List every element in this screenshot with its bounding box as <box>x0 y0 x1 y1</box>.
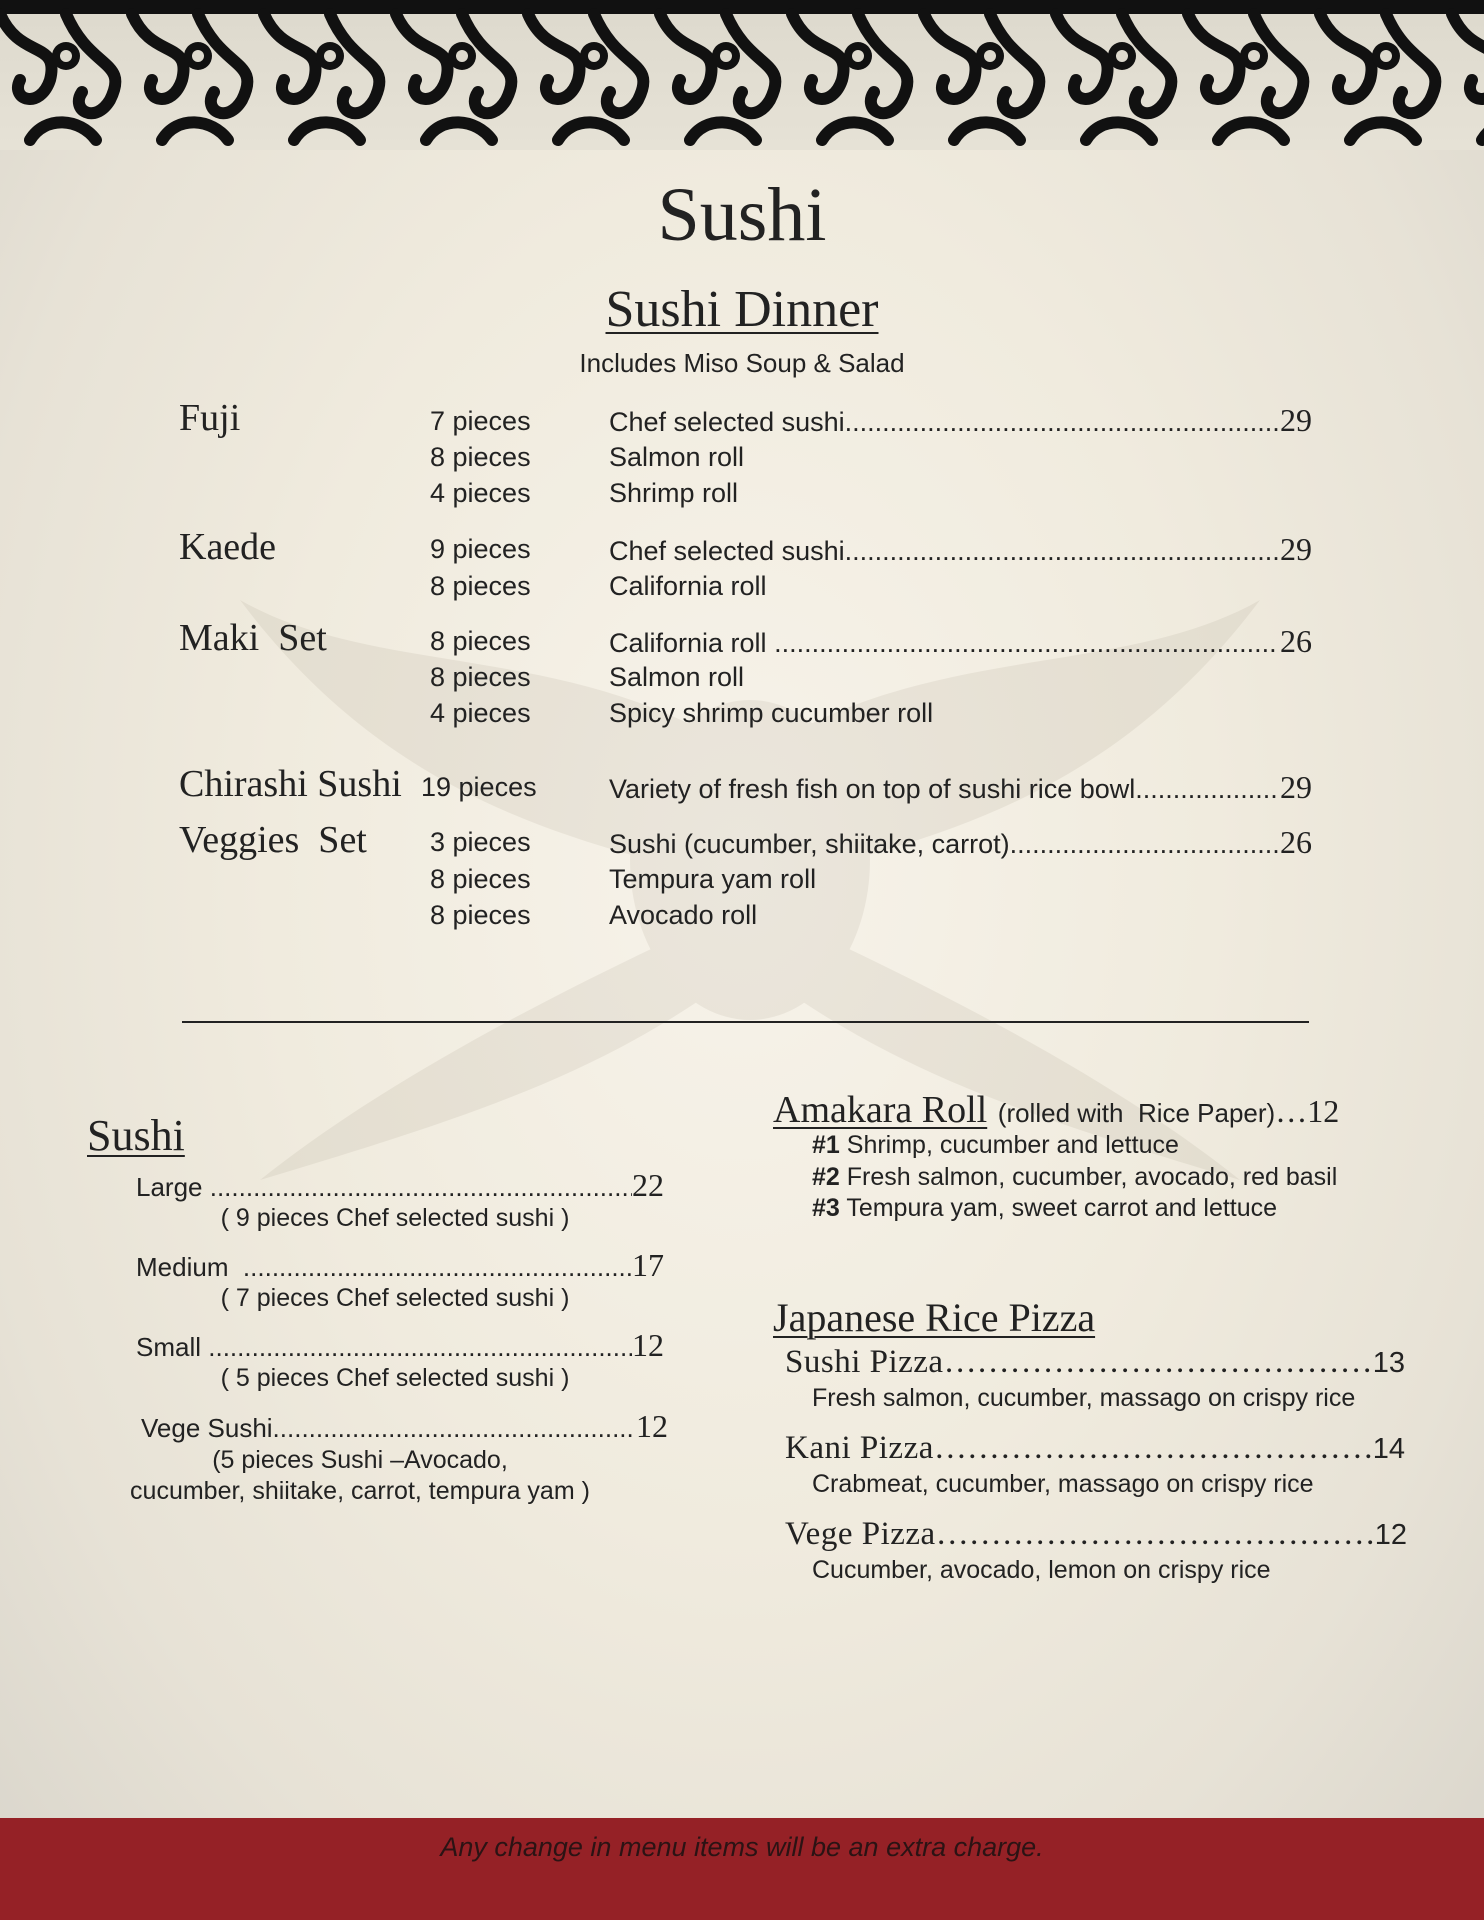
item-description: Chef selected sushi <box>609 407 845 437</box>
set-name: Fuji <box>179 397 241 439</box>
section-heading-pizza: Japanese Rice Pizza <box>773 1295 1096 1340</box>
item-note: cucumber, shiitake, carrot, tempura yam ) <box>130 1477 590 1505</box>
item-description: Salmon roll <box>609 662 745 692</box>
dot-leader <box>774 628 1278 659</box>
section-heading-sushi-dinner: Sushi Dinner <box>605 281 879 338</box>
item-price: 13 <box>1372 1347 1405 1379</box>
piece-count: 8 pieces <box>430 571 531 601</box>
item-description: Shrimp roll <box>609 478 739 508</box>
menu-item-small <box>136 1327 664 1364</box>
menu-line-with-price <box>609 531 1312 568</box>
item-description: Tempura yam roll <box>609 864 817 894</box>
roll-description: Fresh salmon, cucumber, avocado, red basil <box>846 1163 1338 1191</box>
piece-count: 8 pieces <box>430 662 531 692</box>
item-description: Chef selected sushi <box>609 536 845 566</box>
dot-leader <box>936 1516 1375 1553</box>
menu-item-vege-pizza <box>785 1516 1407 1553</box>
item-name: Vege Sushi.. <box>141 1413 287 1443</box>
roll-description: Tempura yam, sweet carrot and lettuce <box>846 1194 1278 1222</box>
piece-count: 8 pieces <box>430 900 531 930</box>
piece-count: 7 pieces <box>430 406 531 436</box>
piece-count: 8 pieces <box>430 442 531 472</box>
roll-number: #2 <box>812 1163 840 1191</box>
item-name: Medium <box>136 1252 243 1282</box>
item-name: Large <box>136 1172 210 1202</box>
section-heading-amakara <box>773 1088 1339 1132</box>
piece-count: 19 pieces <box>421 772 537 802</box>
section-divider <box>182 1021 1309 1023</box>
item-note: ( 7 pieces Chef selected sushi ) <box>220 1284 570 1312</box>
menu-line-with-price <box>609 623 1312 660</box>
menu-line-with-price <box>609 402 1312 439</box>
item-price: 29 <box>1280 769 1312 805</box>
section-subtitle: Includes Miso Soup & Salad <box>579 348 905 378</box>
heading-subtitle: (rolled with Rice Paper) <box>997 1098 1276 1128</box>
item-description: Salmon roll <box>609 442 745 472</box>
item-price: 14 <box>1372 1433 1405 1465</box>
item-description: California roll <box>609 628 775 658</box>
roll-number: #1 <box>812 1131 840 1159</box>
roll-description: Shrimp, cucumber and lettuce <box>846 1131 1179 1159</box>
dot-leader <box>944 1344 1373 1381</box>
dot-leader <box>845 407 1278 438</box>
scroll-ornament-icon <box>0 0 1484 150</box>
roll-option <box>812 1163 1337 1192</box>
item-price: 22 <box>632 1167 664 1203</box>
item-description: Fresh salmon, cucumber, massago on crispy rice <box>812 1384 1356 1412</box>
item-description: California roll <box>609 571 767 601</box>
item-note: ( 9 pieces Chef selected sushi ) <box>220 1204 570 1232</box>
set-name: Kaede <box>179 526 277 568</box>
item-price: 17 <box>632 1247 664 1283</box>
item-description: Spicy shrimp cucumber roll <box>609 698 934 728</box>
dot-leader <box>1010 829 1278 860</box>
menu-item-sushi-pizza <box>785 1344 1405 1381</box>
roll-option <box>812 1194 1277 1223</box>
piece-count: 8 pieces <box>430 864 531 894</box>
item-note: ( 5 pieces Chef selected sushi ) <box>220 1364 570 1392</box>
set-name: Veggies Set <box>179 819 367 861</box>
item-description: Avocado roll <box>609 900 758 930</box>
item-price: 12 <box>636 1408 668 1444</box>
item-price: 12 <box>1374 1519 1407 1551</box>
dot-leader <box>934 1430 1373 1467</box>
item-name: Sushi Pizza <box>785 1344 944 1380</box>
dot-leader <box>208 1332 632 1363</box>
menu-item-kani-pizza <box>785 1430 1405 1467</box>
ornamental-border <box>0 0 1484 150</box>
dot-leader <box>210 1172 632 1203</box>
set-name: Chirashi Sushi <box>179 763 402 805</box>
dot-leader <box>243 1252 632 1283</box>
menu-line-with-price <box>609 824 1312 861</box>
heading-text: Amakara Roll <box>773 1089 988 1131</box>
item-description: Sushi (cucumber, shiitake, carrot) <box>609 829 1010 859</box>
menu-item-large <box>136 1167 664 1204</box>
item-description: Cucumber, avocado, lemon on crispy rice <box>812 1556 1271 1584</box>
item-price: 26 <box>1280 824 1312 860</box>
item-note: (5 pieces Sushi –Avocado, <box>212 1446 508 1474</box>
item-price: …12 <box>1275 1093 1340 1129</box>
section-heading-sushi: Sushi <box>87 1111 185 1160</box>
menu-item-vege-sushi <box>141 1408 668 1445</box>
dot-leader <box>1135 774 1278 805</box>
piece-count: 4 pieces <box>430 698 531 728</box>
menu-line-with-price <box>609 769 1312 806</box>
roll-number: #3 <box>812 1194 840 1222</box>
set-name: Maki Set <box>179 617 327 659</box>
item-price: 12 <box>632 1327 664 1363</box>
dot-leader <box>287 1413 636 1444</box>
item-description: Variety of fresh fish on top of sushi rice bowl <box>609 774 1136 804</box>
piece-count: 9 pieces <box>430 534 531 564</box>
footer-note: Any change in menu items will be an extra charge. <box>440 1832 1044 1862</box>
piece-count: 8 pieces <box>430 626 531 656</box>
item-price: 29 <box>1280 402 1312 438</box>
piece-count: 4 pieces <box>430 478 531 508</box>
item-price: 26 <box>1280 623 1312 659</box>
item-name: Vege Pizza <box>785 1516 936 1552</box>
item-name: Kani Pizza <box>785 1430 934 1466</box>
item-description: Crabmeat, cucumber, massago on crispy rice <box>812 1470 1314 1498</box>
roll-option <box>812 1131 1179 1160</box>
item-name: Small <box>136 1332 209 1362</box>
page-title: Sushi <box>657 173 827 257</box>
item-price: 29 <box>1280 531 1312 567</box>
piece-count: 3 pieces <box>430 827 531 857</box>
dot-leader <box>845 536 1278 567</box>
menu-item-medium <box>136 1247 664 1284</box>
